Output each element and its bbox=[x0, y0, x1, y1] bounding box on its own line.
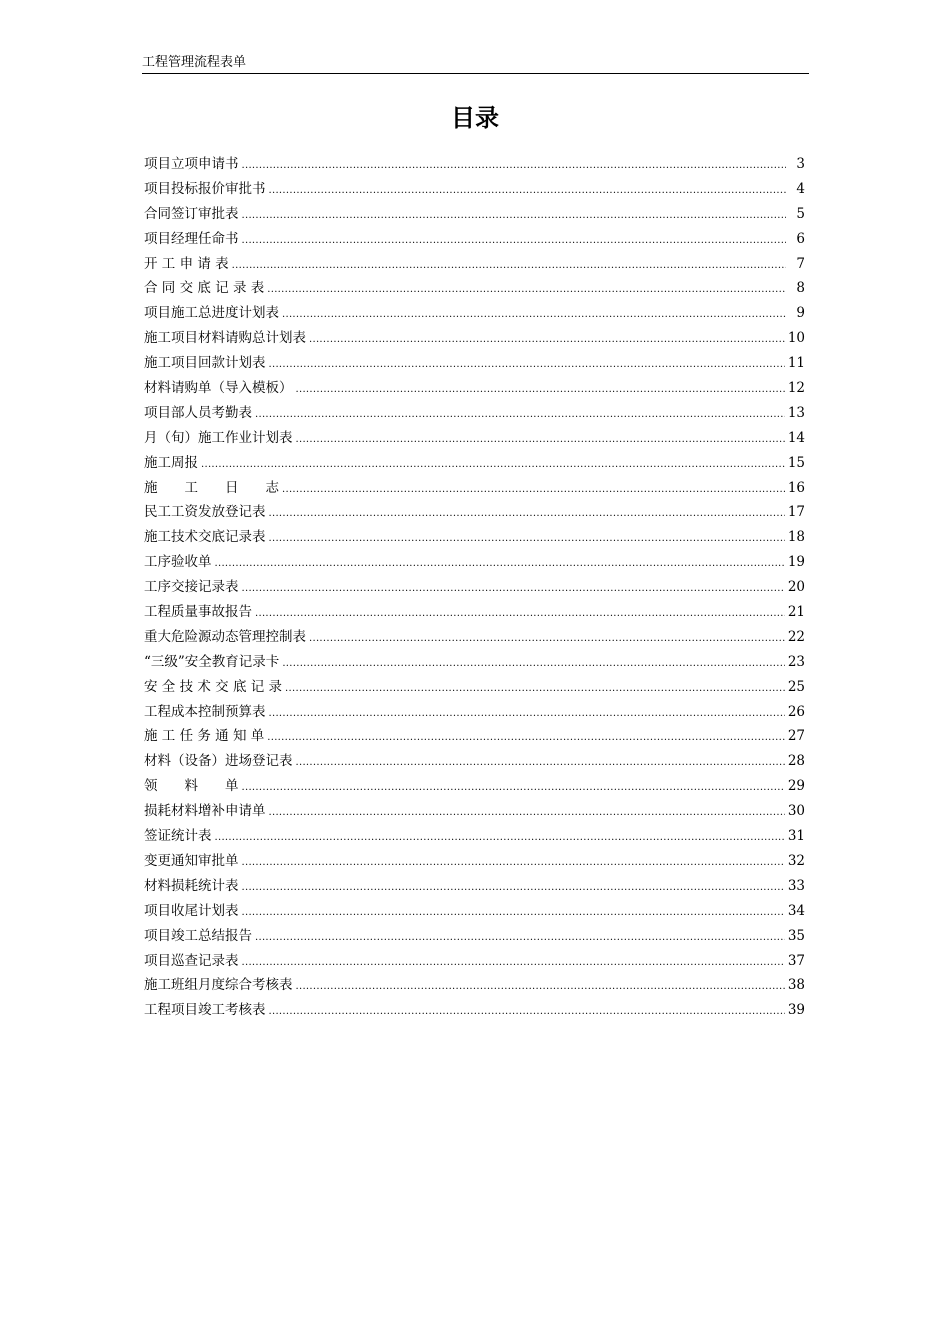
toc-entry[interactable] bbox=[144, 500, 805, 525]
toc-dot-leader bbox=[296, 428, 785, 453]
toc-entry-label: 施工班组月度综合考核表 bbox=[144, 977, 293, 994]
toc-entry-page-number: 39 bbox=[787, 1002, 805, 1019]
toc-entry[interactable] bbox=[144, 326, 805, 351]
toc-dot-leader bbox=[282, 303, 786, 328]
toc-dot-leader bbox=[242, 204, 787, 229]
toc-entry[interactable] bbox=[144, 525, 805, 550]
toc-entry-label: 施工技术交底记录表 bbox=[144, 529, 266, 546]
toc-entry[interactable] bbox=[144, 625, 805, 650]
toc-dot-leader bbox=[255, 602, 785, 627]
toc-entry-page-number: 29 bbox=[787, 778, 805, 795]
toc-entry-label: 项目部人员考勤表 bbox=[144, 404, 252, 421]
toc-entry-label: 工程项目竣工考核表 bbox=[144, 1002, 266, 1019]
toc-entry-page-number: 21 bbox=[787, 604, 805, 621]
toc-dot-leader bbox=[242, 229, 787, 254]
toc-entry-label: 施工项目回款计划表 bbox=[144, 355, 266, 372]
toc-entry-page-number: 27 bbox=[787, 728, 805, 745]
toc-entry[interactable] bbox=[144, 202, 805, 227]
toc-entry[interactable] bbox=[144, 152, 805, 177]
toc-dot-leader bbox=[255, 403, 785, 428]
page-title: 目录 bbox=[451, 104, 499, 132]
toc-dot-leader bbox=[285, 677, 785, 702]
toc-entry[interactable] bbox=[144, 700, 805, 725]
toc-entry[interactable] bbox=[144, 575, 805, 600]
toc-entry-label: “三级”安全教育记录卡 bbox=[144, 653, 280, 670]
toc-dot-leader bbox=[309, 328, 785, 353]
toc-entry[interactable] bbox=[144, 899, 805, 924]
header-title: 工程管理流程表单 bbox=[142, 55, 247, 70]
toc-entry-page-number: 22 bbox=[787, 628, 805, 645]
toc-entry-page-number: 23 bbox=[787, 653, 805, 670]
toc-entry[interactable] bbox=[144, 301, 805, 326]
toc-dot-leader bbox=[296, 751, 785, 776]
toc-entry-label: 施 工 日 志 bbox=[144, 479, 279, 496]
toc-entry-label: 签证统计表 bbox=[144, 828, 212, 845]
toc-entry[interactable] bbox=[144, 973, 805, 998]
toc-entry-label: 材料请购单（导入模板） bbox=[144, 380, 293, 397]
toc-entry-label: 工序验收单 bbox=[144, 554, 212, 571]
toc-entry[interactable] bbox=[144, 998, 805, 1023]
toc-entry-page-number: 20 bbox=[787, 579, 805, 596]
toc-entry-page-number: 3 bbox=[796, 156, 805, 172]
toc-entry-label: 材料损耗统计表 bbox=[144, 877, 239, 894]
toc-entry-page-number: 5 bbox=[796, 205, 805, 222]
toc-entry-label: 月（旬）施工作业计划表 bbox=[144, 429, 293, 446]
toc-dot-leader bbox=[282, 478, 785, 503]
toc-entry[interactable] bbox=[144, 749, 805, 774]
toc-entry-label: 领 料 单 bbox=[144, 778, 239, 795]
toc-entry-page-number: 10 bbox=[787, 330, 805, 347]
toc-entry[interactable] bbox=[144, 600, 805, 625]
toc-entry-label: 项目投标报价审批书 bbox=[144, 180, 266, 197]
toc-entry-label: 重大危险源动态管理控制表 bbox=[144, 628, 306, 645]
toc-entry-label: 合 同 交 底 记 录 表 bbox=[144, 280, 265, 297]
toc-dot-leader bbox=[296, 378, 785, 403]
toc-entry-label: 项目立项申请书 bbox=[144, 156, 239, 172]
toc-entry-page-number: 6 bbox=[796, 230, 805, 247]
toc-dot-leader bbox=[282, 652, 785, 677]
toc-entry-label: 损耗材料增补申请单 bbox=[144, 803, 266, 820]
toc-entry-label: 工序交接记录表 bbox=[144, 579, 239, 596]
toc-entry[interactable] bbox=[144, 924, 805, 949]
toc-entry-page-number: 13 bbox=[787, 404, 805, 421]
toc-entry[interactable] bbox=[144, 252, 805, 277]
toc-entry[interactable] bbox=[144, 724, 805, 749]
toc-dot-leader bbox=[232, 254, 786, 279]
toc-entry-label: 变更通知审批单 bbox=[144, 852, 239, 869]
toc-entry-page-number: 12 bbox=[787, 380, 805, 397]
toc-dot-leader bbox=[215, 826, 785, 851]
toc-entry-label: 施工周报 bbox=[144, 454, 198, 471]
toc-entry-label: 施工项目材料请购总计划表 bbox=[144, 330, 306, 347]
toc-entry-label: 民工工资发放登记表 bbox=[144, 504, 266, 521]
toc-entry[interactable] bbox=[144, 799, 805, 824]
toc-entry-page-number: 14 bbox=[787, 429, 805, 446]
table-of-contents bbox=[144, 152, 805, 1023]
toc-dot-leader bbox=[242, 776, 785, 801]
toc-dot-leader bbox=[215, 552, 785, 577]
toc-entry-label: 项目经理任命书 bbox=[144, 230, 239, 247]
toc-entry-page-number: 11 bbox=[787, 355, 805, 372]
toc-entry-page-number: 30 bbox=[787, 803, 805, 820]
toc-entry-label: 安 全 技 术 交 底 记 录 bbox=[144, 678, 283, 695]
toc-entry-page-number: 9 bbox=[796, 305, 805, 322]
toc-dot-leader bbox=[269, 1000, 785, 1025]
toc-dot-leader bbox=[269, 527, 785, 552]
toc-entry[interactable] bbox=[144, 550, 805, 575]
toc-entry-page-number: 17 bbox=[787, 504, 805, 521]
toc-dot-leader bbox=[269, 801, 785, 826]
toc-entry[interactable] bbox=[144, 476, 805, 501]
toc-dot-leader bbox=[269, 353, 785, 378]
toc-entry-page-number: 8 bbox=[796, 280, 805, 297]
toc-dot-leader bbox=[242, 876, 785, 901]
toc-entry[interactable] bbox=[144, 227, 805, 252]
toc-dot-leader bbox=[242, 154, 787, 179]
toc-entry-page-number: 18 bbox=[787, 529, 805, 546]
toc-entry-label: 项目巡查记录表 bbox=[144, 952, 239, 969]
toc-entry-page-number: 4 bbox=[796, 180, 805, 197]
page-header bbox=[142, 54, 809, 74]
toc-entry[interactable] bbox=[144, 774, 805, 799]
toc-dot-leader bbox=[267, 278, 786, 303]
toc-dot-leader bbox=[242, 851, 785, 876]
toc-entry[interactable] bbox=[144, 874, 805, 899]
toc-entry-page-number: 25 bbox=[787, 678, 805, 695]
toc-entry[interactable] bbox=[144, 849, 805, 874]
toc-dot-leader bbox=[201, 453, 785, 478]
toc-entry-page-number: 33 bbox=[787, 877, 805, 894]
toc-entry-page-number: 28 bbox=[787, 753, 805, 770]
toc-entry[interactable] bbox=[144, 451, 805, 476]
toc-entry-label: 合同签订审批表 bbox=[144, 205, 239, 222]
toc-entry-label: 项目竣工总结报告 bbox=[144, 927, 252, 944]
toc-entry-page-number: 37 bbox=[787, 952, 805, 969]
toc-dot-leader bbox=[267, 726, 785, 751]
toc-entry-page-number: 34 bbox=[787, 902, 805, 919]
toc-entry[interactable] bbox=[144, 650, 805, 675]
toc-entry-page-number: 26 bbox=[787, 703, 805, 720]
toc-entry-label: 项目施工总进度计划表 bbox=[144, 305, 279, 322]
toc-dot-leader bbox=[255, 926, 785, 951]
toc-entry[interactable] bbox=[144, 351, 805, 376]
toc-dot-leader bbox=[242, 951, 785, 976]
toc-entry-page-number: 19 bbox=[787, 554, 805, 571]
toc-entry-page-number: 38 bbox=[787, 977, 805, 994]
toc-entry[interactable] bbox=[144, 376, 805, 401]
toc-entry-label: 材料（设备）进场登记表 bbox=[144, 753, 293, 770]
toc-entry-page-number: 32 bbox=[787, 852, 805, 869]
toc-entry-label: 项目收尾计划表 bbox=[144, 902, 239, 919]
toc-entry-label: 开 工 申 请 表 bbox=[144, 255, 229, 272]
toc-entry-page-number: 31 bbox=[787, 828, 805, 845]
toc-entry[interactable] bbox=[144, 401, 805, 426]
toc-entry[interactable] bbox=[144, 675, 805, 700]
toc-dot-leader bbox=[269, 702, 785, 727]
toc-entry[interactable] bbox=[144, 824, 805, 849]
toc-entry-page-number: 35 bbox=[787, 927, 805, 944]
toc-entry[interactable] bbox=[144, 949, 805, 974]
toc-entry-page-number: 7 bbox=[796, 255, 805, 272]
toc-entry[interactable] bbox=[144, 276, 805, 301]
toc-dot-leader bbox=[269, 502, 785, 527]
toc-entry-label: 施 工 任 务 通 知 单 bbox=[144, 728, 265, 745]
toc-entry-page-number: 16 bbox=[787, 479, 805, 496]
toc-entry-label: 工程成本控制预算表 bbox=[144, 703, 266, 720]
toc-dot-leader bbox=[296, 975, 785, 1000]
toc-dot-leader bbox=[242, 901, 785, 926]
toc-dot-leader bbox=[242, 577, 785, 602]
toc-dot-leader bbox=[269, 179, 787, 204]
toc-entry-label: 工程质量事故报告 bbox=[144, 604, 252, 621]
toc-entry[interactable] bbox=[144, 426, 805, 451]
toc-entry-page-number: 15 bbox=[787, 454, 805, 471]
toc-dot-leader bbox=[309, 627, 785, 652]
toc-entry[interactable] bbox=[144, 177, 805, 202]
